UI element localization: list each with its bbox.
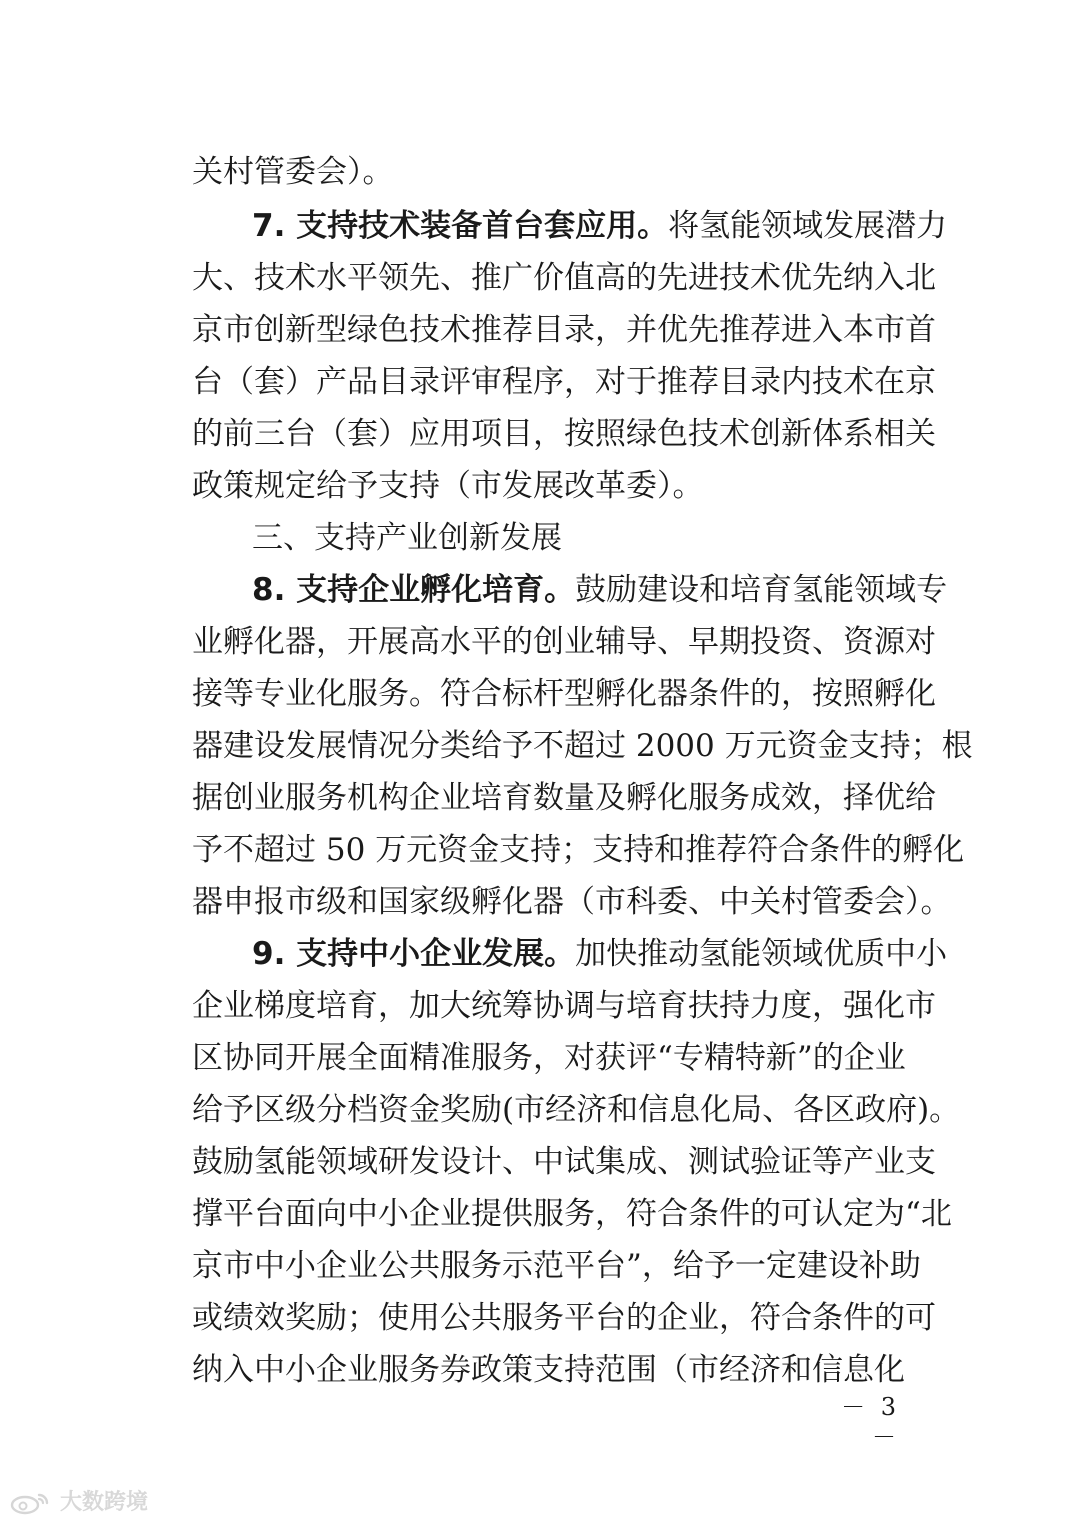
- text-line: 纳入中小企业服务券政策支持范围（市经济和信息化: [192, 1352, 905, 1388]
- item-7-heading: 7. 支持技术装备首台套应用。: [252, 208, 669, 244]
- text-line: 业孵化器，开展高水平的创业辅导、早期投资、资源对: [192, 624, 936, 660]
- text-line: 关村管委会）。: [192, 154, 394, 190]
- text-line: 给予区级分档资金奖励(市经济和信息化局、各区政府)。: [192, 1092, 961, 1128]
- text-line: 或绩效奖励；使用公共服务平台的企业，符合条件的可: [192, 1300, 936, 1336]
- watermark-text: 大数跨境: [60, 1490, 149, 1515]
- section-heading: 三、支持产业创新发展: [252, 520, 562, 556]
- text-line: 台（套）产品目录评审程序，对于推荐目录内技术在京: [192, 364, 936, 400]
- item-9-text: 加快推动氢能领域优质中小: [575, 936, 948, 972]
- text-line: 大、技术水平领先、推广价值高的先进技术优先纳入北: [192, 260, 936, 296]
- text-line: 撑平台面向中小企业提供服务，符合条件的可认定为“北: [192, 1196, 952, 1232]
- text-line: 予不超过 50 万元资金支持；支持和推荐符合条件的孵化: [192, 832, 965, 868]
- text-line: 京市中小企业公共服务示范平台”，给予一定建设补助: [192, 1248, 921, 1284]
- text-line: 接等专业化服务。符合标杆型孵化器条件的，按照孵化: [192, 676, 936, 712]
- item-8-text: 鼓励建设和培育氢能领域专: [575, 572, 948, 608]
- text-line: 器申报市级和国家级孵化器（市科委、中关村管委会）。: [192, 884, 952, 920]
- text-line: 京市创新型绿色技术推荐目录，并优先推荐进入本市首: [192, 312, 936, 348]
- text-line: [252, 930, 948, 978]
- watermark: [8, 1488, 148, 1518]
- item-8-heading: 8. 支持企业孵化培育。: [252, 572, 576, 608]
- text-line: 的前三台（套）应用项目，按照绿色技术创新体系相关: [192, 416, 936, 452]
- text-line: 器建设发展情况分类给予不超过 2000 万元资金支持；根: [192, 728, 973, 764]
- text-line: 企业梯度培育，加大统筹协调与培育扶持力度，强化市: [192, 988, 936, 1024]
- item-7-text: 将氢能领域发展潜力: [668, 208, 948, 244]
- text-line: [252, 202, 948, 250]
- text-line: 据创业服务机构企业培育数量及孵化服务成效，择优给: [192, 780, 936, 816]
- weibo-logo-icon: [8, 1491, 54, 1515]
- text-line: 区协同开展全面精准服务，对获评“专精特新”的企业: [192, 1040, 906, 1076]
- page-number: － 3 －: [841, 1393, 900, 1451]
- text-line: [252, 566, 948, 614]
- text-line: 鼓励氢能领域研发设计、中试集成、测试验证等产业支: [192, 1144, 936, 1180]
- text-line: 政策规定给予支持（市发展改革委）。: [192, 468, 704, 504]
- item-9-heading: 9. 支持中小企业发展。: [252, 936, 576, 972]
